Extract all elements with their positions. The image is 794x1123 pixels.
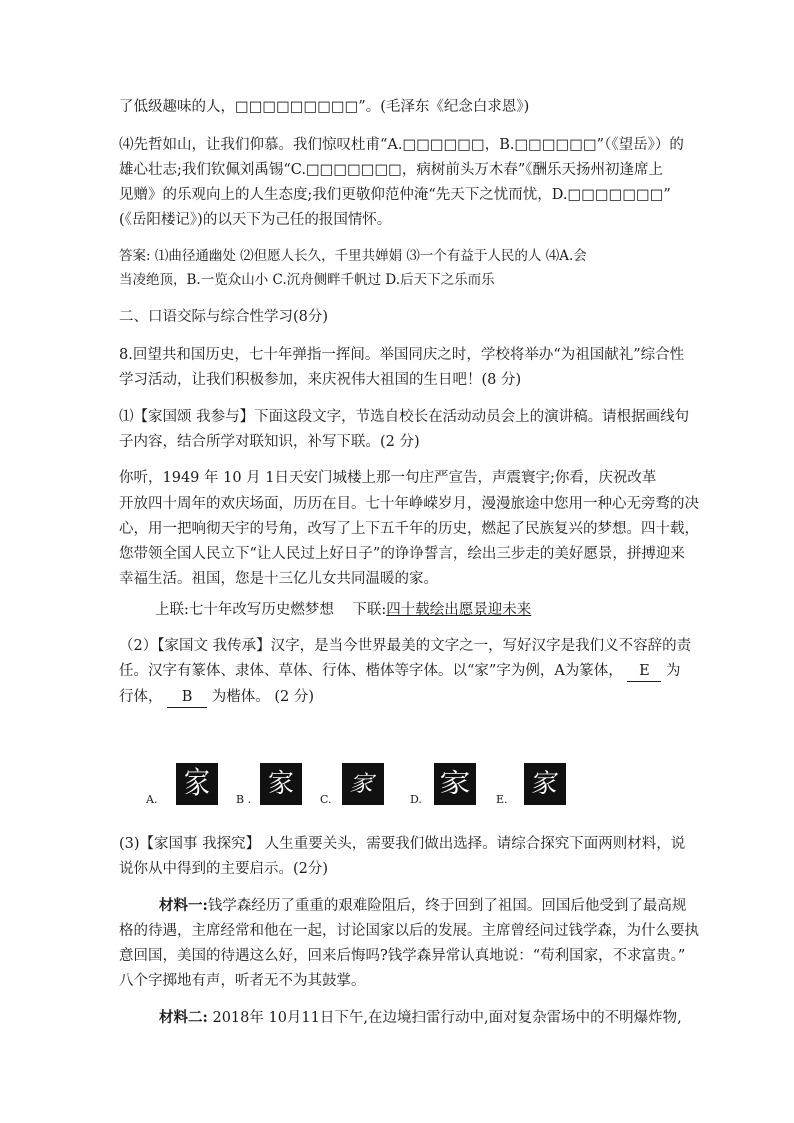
question-fragment: 任。汉字有篆体、隶体、草体、行体、楷体等字体。以“家”字为例，A为篆体， [119,663,623,679]
question-text: 说你从中得到的主要启示。(2分) [119,861,329,877]
regular-script-glyph-image: 家 [260,763,302,805]
material-one [159,896,686,916]
material-text: 2018年 10月11日下午,在边境扫雷行动中,面对复杂雷场中的不明爆炸物, [207,1010,682,1026]
upper-couplet-label: 上联: [155,602,189,618]
text-line: 见赠》的乐观向上的人生态度;我们更敬仰范仲淹“先天下之忧而忧，D.□□□□□□□” [119,187,671,203]
question-text [119,687,314,708]
question-fragment: 为 [666,663,681,679]
option-label-d: D. [410,793,422,806]
couplet-line [155,600,531,620]
section-heading: 二、口语交际与综合性学习(8分) [119,309,329,325]
material-line: 意回国，美国的待遇这么好，回来后悔吗?钱学森异常认真地说：“苟利国家，不求富贵。” [119,948,686,964]
text-line: (《岳阳楼记》)的以天下为己任的报国情怀。 [119,212,392,228]
question-text: 学习活动，让我们积极参加，来庆祝伟大祖国的生日吧！(8 分) [119,372,522,388]
question-fragment: 为楷体。 (2 分) [211,689,314,705]
passage-line: 开放四十周年的欢庆场面，历历在目。七十年峥嵘岁月，漫漫旅途中您用一种心无旁骛的决 [119,496,699,512]
option-label-c: C. [320,793,332,806]
seal-script-glyph-image: 家 [176,763,218,805]
text-line: 雄心壮志;我们钦佩刘禹锡“C.□□□□□□□，病树前头万木春”《酬乐天扬州初逢席上 [119,162,664,178]
cursive-script-glyph-image: 家 [342,763,384,805]
lower-couplet-label: 下联: [352,602,387,618]
material-two-label: 材料二: [159,1009,208,1026]
text-line: 了低级趣味的人，□□□□□□□□□”。(毛泽东《纪念白求恩》) [119,99,530,115]
upper-couplet-text: 七十年改写历史燃梦想 [188,602,334,618]
option-label-e: E. [496,793,508,806]
clerical-script-glyph-image: 家 [434,763,476,805]
option-label-b: B . [236,793,252,806]
material-text: 钱学森经历了重重的艰难险阻后，终于回到了祖国。回国后他受到了最高规 [207,898,687,914]
question-text: 8.回望共和国历史，七十年弹指一挥间。举国同庆之时，学校将举办“为祖国献礼”综合性 [119,347,685,363]
running-script-glyph-image: 家 [524,763,566,805]
answer-line: 当凌绝顶，B.一览众山小 C.沉舟侧畔千帆过 D.后天下之乐而乐 [119,272,495,288]
passage-line: 心，用一把响彻天宇的号角，改写了上下五千年的历史，燃起了民族复兴的梦想。四十载， [119,521,699,537]
material-line: 八个字掷地有声，听者无不为其鼓掌。 [119,973,366,989]
question-fragment: 行体， [119,689,163,705]
question-text [119,661,681,682]
answer-blank-e: E [627,661,661,682]
lower-couplet-answer: 四十载绘出愿景迎未来 [386,602,532,618]
text-line: ⑷先哲如山，让我们仰慕。我们惊叹杜甫“A.□□□□□□，B.□□□□□□”（《望岳》）的 [119,137,684,153]
option-label-a: A. [146,793,158,806]
material-line: 格的待遇，主席经常和他在一起，讨论国家以后的发展。主席曾经问过钱学森，为什么要执 [119,923,699,939]
question-text: (3)【家国事 我探究】 人生重要关头，需要我们做出选择。请综合探究下面两则材料，说 [119,836,686,852]
passage-line: 您带领全国人民立下“让人民过上好日子”的诤诤誓言，绘出三步走的美好愿景，拼搏迎来 [119,546,685,562]
material-two [159,1008,682,1028]
passage-line: 幸福生活。祖国，您是十三亿儿女共同温暖的家。 [119,571,438,587]
passage-line: 你听，1949 年 10 月 1日天安门城楼上那一句庄严宣告，声震寰宇;你看，庆祝改革 [119,470,657,486]
material-one-label: 材料一: [159,897,208,914]
answer-blank-b: B [167,687,207,708]
question-text: （2）【家国文 我传承】汉字，是当今世界最美的文字之一，写好汉字是我们义不容辞的责 [119,638,692,654]
answer-line: 答案: ⑴曲径通幽处 ⑵但愿人长久，千里共婵娟 ⑶一个有益于人民的人 ⑷A.会 [119,248,587,264]
question-text: 子内容，结合所学对联知识，补写下联。(2 分) [119,434,420,450]
question-text: ⑴【家国颂 我参与】下面这段文字，节选自校长在活动动员会上的演讲稿。请根据画线句 [119,409,690,425]
